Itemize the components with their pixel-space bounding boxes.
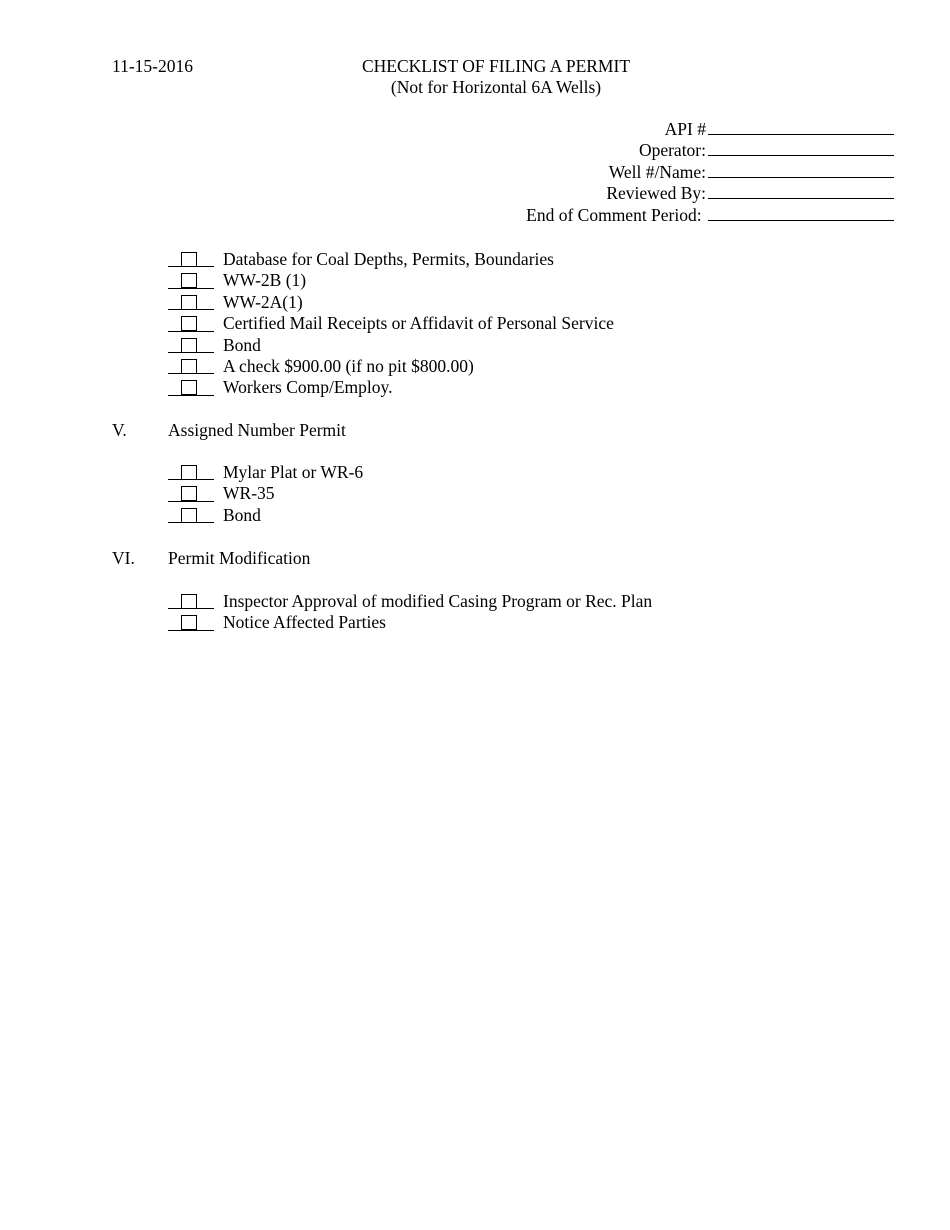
checkbox[interactable]	[181, 380, 197, 395]
document-date: 11-15-2016	[112, 56, 194, 76]
api-field[interactable]	[526, 119, 894, 140]
section-title: Permit Modification	[168, 548, 311, 568]
api-input[interactable]	[708, 119, 894, 135]
section-number: VI.	[112, 548, 135, 568]
section-title: Assigned Number Permit	[168, 420, 346, 440]
checkbox[interactable]	[181, 465, 197, 480]
checklist-item	[168, 505, 363, 526]
checklist-item-label: A check $900.00 (if no pit $800.00)	[223, 355, 474, 376]
checklist-item	[168, 612, 652, 633]
well-name-field[interactable]	[526, 162, 894, 183]
checkbox[interactable]	[181, 252, 197, 267]
checkbox-blank[interactable]	[168, 483, 214, 504]
checklist-item	[168, 462, 363, 483]
field-label: API #	[664, 119, 706, 139]
checklist-item-label: Notice Affected Parties	[223, 612, 386, 633]
checkbox-blank[interactable]	[168, 591, 214, 612]
field-label: End of Comment Period:	[526, 204, 706, 225]
checkbox-blank[interactable]	[168, 335, 214, 356]
checklist-item-label: Bond	[223, 504, 261, 525]
checkbox-blank[interactable]	[168, 292, 214, 313]
reviewed-by-field[interactable]	[526, 183, 894, 204]
checkbox-blank[interactable]	[168, 462, 214, 483]
checkbox[interactable]	[181, 486, 197, 501]
checkbox-blank[interactable]	[168, 313, 214, 334]
checklist-item	[168, 292, 614, 313]
checklist-item	[168, 270, 614, 291]
operator-input[interactable]	[708, 140, 894, 156]
document-subtitle: (Not for Horizontal 6A Wells)	[390, 77, 602, 98]
section-v-heading	[112, 420, 346, 441]
checklist-item-label: Certified Mail Receipts or Affidavit of Personal Service	[223, 313, 614, 334]
checkbox-blank[interactable]	[168, 612, 214, 633]
checkbox[interactable]	[181, 295, 197, 310]
checklist-item	[168, 249, 614, 270]
checklist-item	[168, 591, 652, 612]
checkbox-blank[interactable]	[168, 356, 214, 377]
section-vi-heading	[112, 548, 310, 569]
checkbox[interactable]	[181, 338, 197, 353]
checklist-item-label: WW-2B (1)	[223, 270, 307, 291]
section-vi-checklist	[168, 591, 652, 634]
checklist-item-label: Bond	[223, 334, 261, 355]
checklist-item-label: Workers Comp/Employ.	[223, 377, 393, 398]
checkbox[interactable]	[181, 359, 197, 374]
comment-period-field[interactable]	[526, 205, 894, 226]
document-title-block	[296, 56, 696, 99]
checkbox[interactable]	[181, 508, 197, 523]
section-v-checklist	[168, 462, 363, 526]
checkbox-blank[interactable]	[168, 377, 214, 398]
form-fields	[526, 119, 894, 226]
reviewed-by-input[interactable]	[708, 183, 894, 199]
checkbox[interactable]	[181, 273, 197, 288]
document-title: CHECKLIST OF FILING A PERMIT	[361, 56, 631, 76]
checklist-item-label: WR-35	[223, 483, 275, 504]
checklist-item	[168, 313, 614, 334]
field-label: Well #/Name:	[608, 161, 706, 182]
main-checklist	[168, 249, 614, 399]
checklist-item-label: Database for Coal Depths, Permits, Boundaries	[223, 249, 554, 269]
checkbox-blank[interactable]	[168, 270, 214, 291]
checklist-item-label: Inspector Approval of modified Casing Program or Rec. Plan	[223, 591, 653, 611]
comment-period-input[interactable]	[708, 205, 894, 221]
checklist-item-label: WW-2A(1)	[223, 291, 303, 312]
checkbox[interactable]	[181, 615, 197, 630]
checkbox[interactable]	[181, 316, 197, 331]
checkbox-blank[interactable]	[168, 249, 214, 270]
checkbox[interactable]	[181, 594, 197, 609]
checklist-item	[168, 335, 614, 356]
operator-field[interactable]	[526, 140, 894, 161]
section-number: V.	[112, 420, 127, 440]
checklist-item-label: Mylar Plat or WR-6	[223, 462, 364, 482]
field-label: Operator:	[638, 140, 706, 161]
checklist-item	[168, 483, 363, 504]
checklist-item	[168, 377, 614, 398]
checklist-item	[168, 356, 614, 377]
field-label: Reviewed By:	[606, 183, 706, 204]
well-name-input[interactable]	[708, 162, 894, 178]
checkbox-blank[interactable]	[168, 505, 214, 526]
